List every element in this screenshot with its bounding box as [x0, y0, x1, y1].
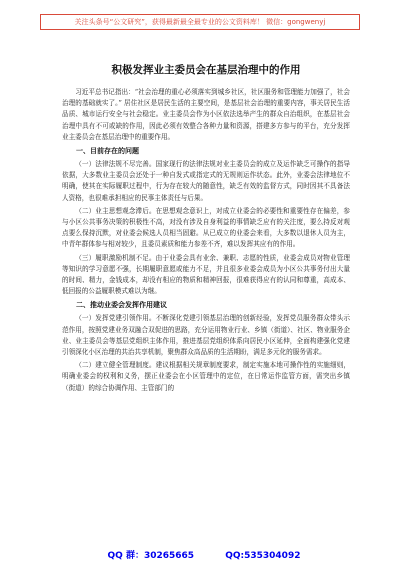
document-title: 积极发挥业主委员会在基层治理中的作用	[111, 64, 301, 76]
paragraph-suggestion-1: （一）发挥党建引领作用。不断深化党建引领基层治理的创新经验，发挥党员服务群众带头示范作用，按照党建业务双融合双促进的思路，充分运用物业行业、乡镇（街道）、社区、物业服务企业、业主委员会等基层党组织主体作用，推进基层党组织体系向居民小区延伸，全面构建强化党建引领深化小区治理的共治共享机制，聚焦群众高品质的生活期盼，满足多元化的服务需求。	[62, 314, 350, 357]
section-heading-problems: 一、目前存在的问题	[76, 147, 139, 156]
promo-banner: 关注头条号“公文研究”，获得最新最全最专业的公文资料库！ 微信：gongwenyj	[40, 14, 360, 30]
section-heading-suggestions: 二、推动业委会发挥作用建议	[76, 301, 167, 310]
document-body	[62, 62, 350, 394]
paragraph-problem-2: （二）业主思想观念滞后。在思想观念意识上，对成立业委会的必要性和重要性存在偏差，参与小区公共事务决策的积极性不高，对没有涉及自身利益的事情缺乏应有的关注度，要么持反对观点要么保持沉默，对业委会候选人员相当固避。从已成立的业委会来看，大多数以退休人员为主，中青年群体参与相对较少，且委员素质和能力参差不齐，难以发挥其应有的作用。	[62, 206, 350, 249]
footer-contact	[0, 548, 408, 561]
paragraph-suggestion-2: （二）建立健全管理制度。建议根据相关规章制度要求，制定实施本地可操作性的实施细则，明确业委会的权利和义务，摆正业委会在小区管理中的定位，在日常运作监管方面，需突出乡镇（街道）的综合协调作用、主管部门的	[62, 361, 350, 392]
footer-qq-group: QQ 群：30265665	[107, 551, 195, 561]
paragraph-problem-3: （三）履职激励机制不足。由于业委会具有业余、兼职、志愿的性质，业委会成员对物业管理等知识的学习意愿不强，长期履职意愿或能力不足，并且很多业委会成员为小区公共事务付出大量的时间、精力，金钱成本，却没有相应的物质和精神回报，很难获得应有的认同和尊重，高成本、低回报的公益履职模式难以为继。	[62, 253, 350, 296]
footer-qq: QQ:535304092	[225, 551, 301, 561]
intro-paragraph: 习近平总书记指出：“社会治理的重心必须落实到城乡社区，社区服务和管理能力加强了，社会治理的基础就实了。” 居住社区是居民生活的主要空间，是基层社会治理的重要内容，事关居民生活品质、城市运行安全与社会稳定。业主委员会作为小区依法选举产生的群众自治组织，在基层社会治理中具有不可或缺的作用，因此必须有效整合各种力量和资源，搭建多方参与的平台，充分发挥业主委员会在基层治理中的重要作用。	[62, 88, 350, 141]
paragraph-problem-1: （一）法律法规不尽完善。国家现行的法律法规对业主委员会的成立及运作缺乏可操作的指导依据，大多数业主委员会还处于一种自发式或指定式的无规则运作状态。此外，业委会法律地位不明确，使其在实际履职过程中，行为存在较大的随意性，缺乏有效的监督方式，同时因其不具备法人资格，也很难承担相应的民事主体责任与后果。	[62, 160, 350, 202]
